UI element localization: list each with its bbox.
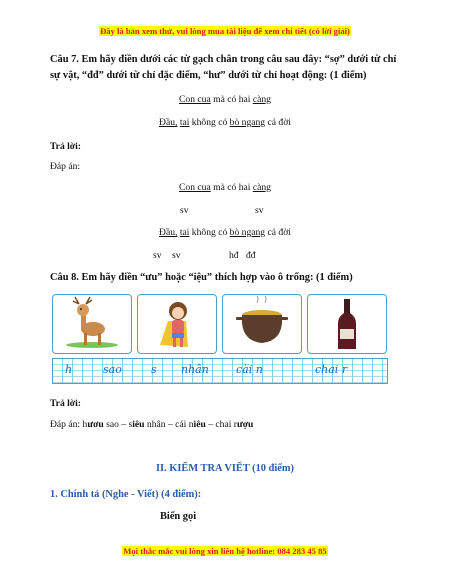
pot-card	[222, 294, 302, 354]
subsection-title: 1. Chính tả (Nghe - Viết) (4 điểm):	[50, 489, 202, 500]
deer-icon	[53, 295, 131, 353]
sentence-text: không có	[189, 227, 230, 238]
answer-sentence-1	[0, 182, 450, 193]
deer-card	[52, 294, 132, 354]
answer-part: h	[82, 419, 88, 430]
header-banner	[0, 26, 450, 36]
handwriting-h: h	[65, 363, 73, 376]
passage-title: Biển gọi	[160, 511, 197, 522]
underlined-word: Con cua	[179, 182, 211, 193]
footer-banner	[0, 546, 450, 556]
sentence-text: không có	[189, 117, 230, 128]
label-sv: sv	[153, 250, 162, 261]
answer-q8	[50, 419, 253, 430]
answer-label-q8: Trả lời:	[50, 398, 81, 409]
underlined-word: càng	[252, 94, 271, 105]
sentence-text: cả đời	[265, 227, 291, 238]
underlined-word: tai	[179, 117, 190, 128]
question-7-line1: Câu 7. Em hãy điền dưới các từ gạch chân trong câu sau đây: “sợ” dưới từ chỉ	[50, 54, 397, 65]
sentence-text: mà có hai	[210, 182, 253, 193]
underlined-word: tai	[179, 227, 190, 238]
header-banner-text: Đây là bản xem thử, vui lòng mua tài liệu để xem chi tiết (có lời giải)	[100, 26, 350, 36]
section-title: II. KIỂM TRA VIẾT (10 điểm)	[156, 463, 294, 474]
label-sv: sv	[172, 250, 181, 261]
answer-part: nhân – cái n	[144, 419, 194, 430]
handwriting-chai: chai r	[315, 363, 348, 376]
answer-part-bold: ượu	[236, 419, 254, 430]
handwriting-s: s	[151, 363, 157, 376]
answer-part: – chai r	[205, 419, 237, 430]
picture-exercise	[52, 294, 386, 386]
answer-part-bold: iêu	[193, 419, 206, 430]
superhero-card	[137, 294, 217, 354]
sentence-2	[0, 117, 450, 128]
label-dd: đđ	[246, 250, 256, 261]
underlined-word: Đầu,	[159, 227, 178, 238]
underlined-word: bò ngang	[229, 117, 266, 128]
underlined-word: Đầu,	[159, 117, 178, 128]
answer-part-bold: iêu	[132, 419, 145, 430]
underlined-word: càng	[252, 182, 271, 193]
footer-banner-text: Mọi thắc mắc vui lòng xin liên hệ hotline: 084 283 45 85	[123, 546, 327, 556]
handwriting-cai: cài n	[236, 363, 263, 376]
handwriting-row	[52, 358, 388, 384]
question-7-title	[50, 52, 410, 84]
answer-sentence-2	[0, 227, 450, 238]
handwriting-sao: sao	[103, 363, 122, 376]
dapan-label-q8: Đáp án:	[50, 419, 83, 430]
question-7-line2: sự vật, “đđ” dưới từ chỉ đặc điểm, “hư” dưới từ chỉ hoạt động: (1 điểm)	[50, 70, 367, 81]
sentence-text: cả đời	[265, 117, 291, 128]
sentence-text: mà có hai	[210, 94, 253, 105]
question-8-title: Câu 8. Em hãy điền “ưu” hoặc “iệu” thích hợp vào ô trống: (1 điểm)	[50, 272, 353, 283]
dapan-label-q7: Đáp án:	[50, 161, 81, 172]
answer-part: sao – s	[103, 419, 133, 430]
underlined-word: bò ngang	[229, 227, 266, 238]
bottle-card	[307, 294, 387, 354]
superhero-girl-icon	[138, 295, 216, 353]
underlined-word: Con cua	[179, 94, 211, 105]
cooking-pot-icon	[223, 295, 301, 353]
label-sv: sv	[255, 205, 264, 216]
answer-label-q7: Trả lời:	[50, 141, 81, 152]
label-sv: sv	[180, 205, 189, 216]
answer-part-bold: ươu	[87, 419, 104, 430]
sentence-1	[0, 94, 450, 105]
wine-bottle-icon	[308, 295, 386, 353]
label-hd: hđ	[229, 250, 239, 261]
handwriting-nhan: nhân	[181, 363, 209, 376]
